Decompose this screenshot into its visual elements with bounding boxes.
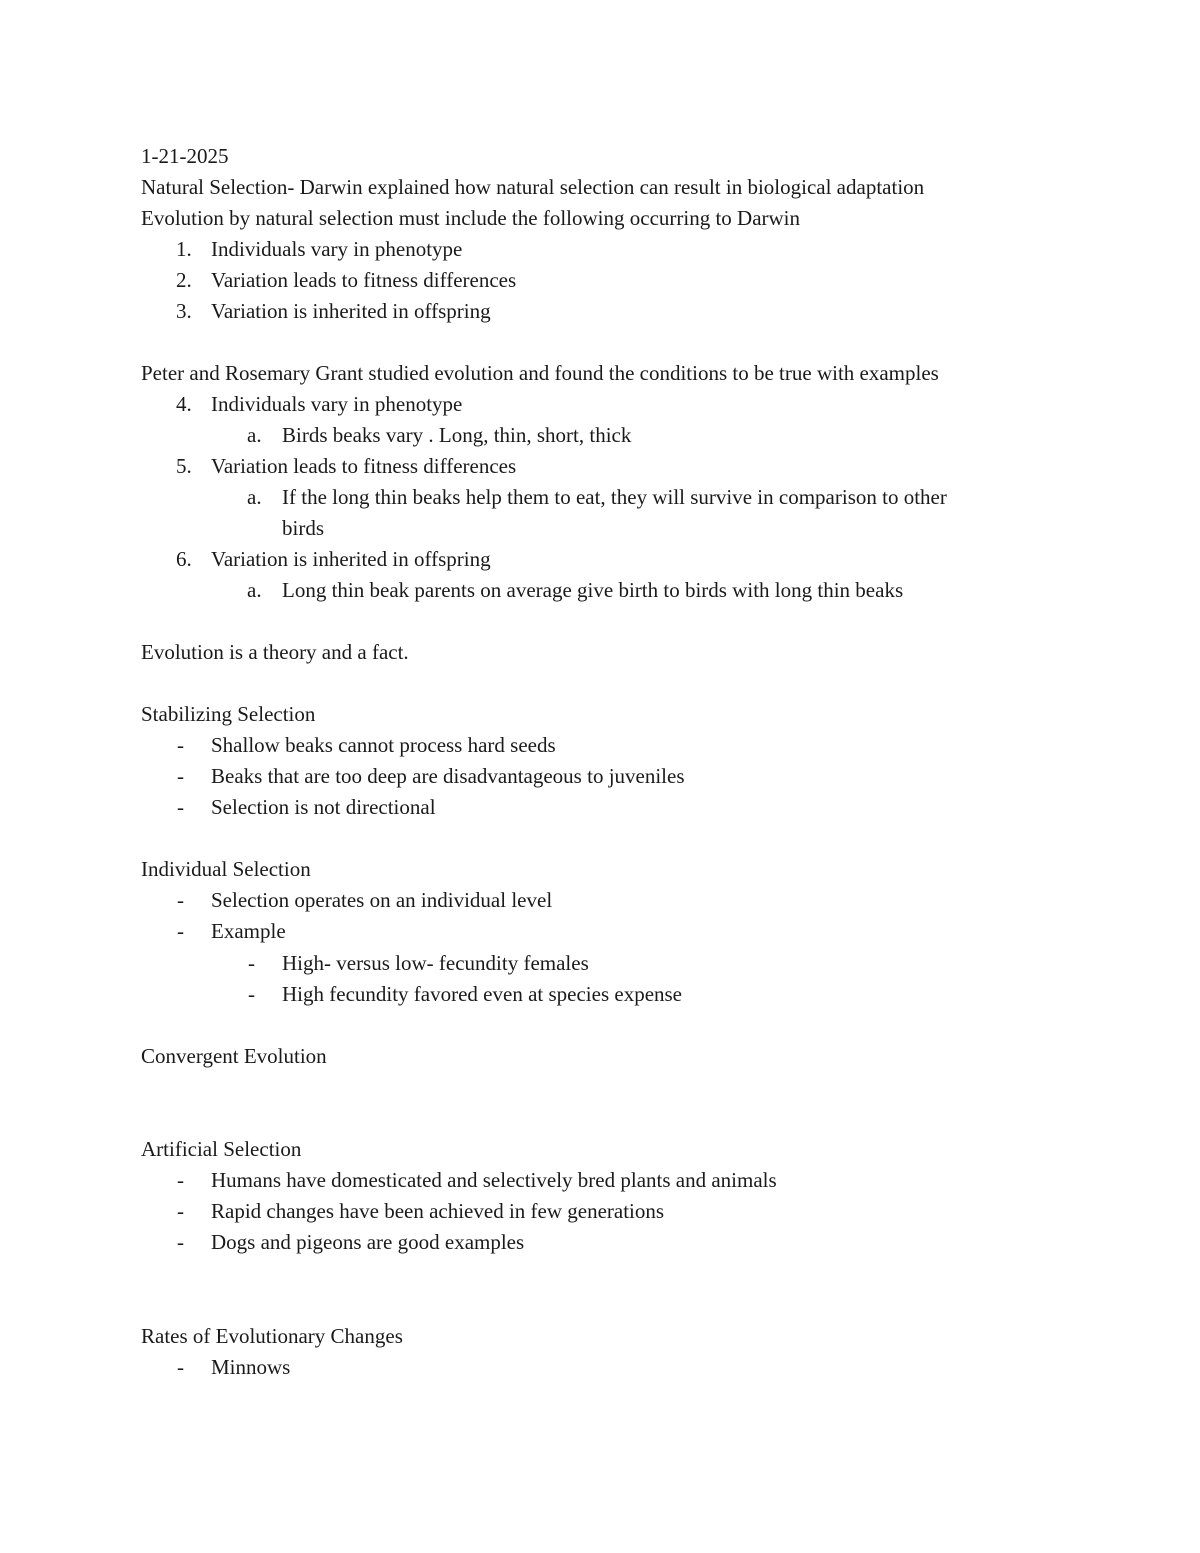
bullet-dash: - (248, 982, 255, 1006)
sub-list-item: High- versus low- fecundity females (282, 951, 589, 975)
bullet-dash: - (177, 764, 184, 788)
list-item: Variation leads to fitness differences (211, 454, 517, 478)
list-item: Dogs and pigeons are good examples (211, 1230, 525, 1254)
list-item: Selection is not directional (211, 795, 436, 819)
bullet-dash: - (248, 951, 255, 975)
list-marker: 2. (176, 268, 192, 292)
list-marker: 6. (176, 547, 192, 571)
sub-list-item: High fecundity favored even at species expense (282, 982, 683, 1006)
sub-list-marker: a. (247, 578, 262, 602)
bullet-dash: - (177, 919, 184, 943)
list-item: Variation is inherited in offspring (211, 299, 491, 323)
date-line: 1-21-2025 (141, 144, 229, 168)
rates-heading: Rates of Evolutionary Changes (141, 1324, 403, 1348)
list-item: Variation is inherited in offspring (211, 547, 491, 571)
bullet-dash: - (177, 888, 184, 912)
list-marker: 5. (176, 454, 192, 478)
list-item: Beaks that are too deep are disadvantageous to juveniles (211, 764, 685, 788)
list-item: Humans have domesticated and selectively bred plants and animals (211, 1168, 777, 1192)
sub-list-item: Birds beaks vary . Long, thin, short, thick (282, 423, 632, 447)
list-item: Example (211, 919, 286, 943)
bullet-dash: - (177, 1355, 184, 1379)
evolution-fact-line: Evolution is a theory and a fact. (141, 640, 409, 664)
sub-list-item-continuation: birds (282, 516, 324, 540)
artificial-heading: Artificial Selection (141, 1137, 302, 1161)
list-item: Rapid changes have been achieved in few generations (211, 1199, 665, 1223)
sub-list-marker: a. (247, 423, 262, 447)
list-marker: 3. (176, 299, 192, 323)
list-item: Individuals vary in phenotype (211, 237, 463, 261)
bullet-dash: - (177, 1168, 184, 1192)
list-item: Individuals vary in phenotype (211, 392, 463, 416)
bullet-dash: - (177, 733, 184, 757)
list-item: Minnows (211, 1355, 291, 1379)
list-marker: 1. (176, 237, 192, 261)
grant-heading: Peter and Rosemary Grant studied evolution and found the conditions to be true with examples (141, 361, 939, 385)
stabilizing-heading: Stabilizing Selection (141, 702, 316, 726)
bullet-dash: - (177, 1199, 184, 1223)
sub-list-marker: a. (247, 485, 262, 509)
individual-heading: Individual Selection (141, 857, 311, 881)
convergent-heading: Convergent Evolution (141, 1044, 327, 1068)
evolution-requirements-line: Evolution by natural selection must include the following occurring to Darwin (141, 206, 801, 230)
bullet-dash: - (177, 795, 184, 819)
list-item: Variation leads to fitness differences (211, 268, 517, 292)
list-item: Shallow beaks cannot process hard seeds (211, 733, 556, 757)
list-item: Selection operates on an individual level (211, 888, 553, 912)
bullet-dash: - (177, 1230, 184, 1254)
sub-list-item: If the long thin beaks help them to eat, they will survive in comparison to other (282, 485, 947, 509)
list-marker: 4. (176, 392, 192, 416)
sub-list-item: Long thin beak parents on average give birth to birds with long thin beaks (282, 578, 904, 602)
natural-selection-line: Natural Selection- Darwin explained how natural selection can result in biological adaptation (141, 175, 925, 199)
